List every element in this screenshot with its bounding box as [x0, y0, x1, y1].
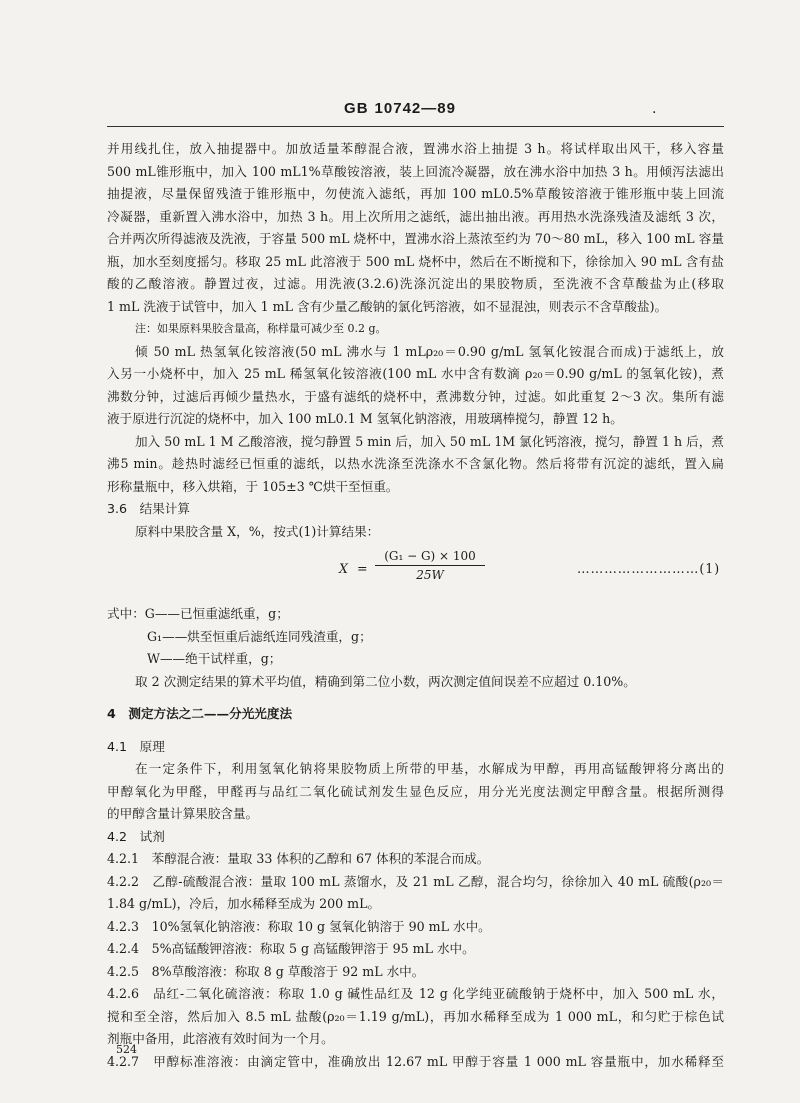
body-text — [107, 138, 724, 1073]
text-line: 的甲醇含量计算果胶含量。 — [107, 806, 259, 821]
text-line: 1 mL 洗液于试管中，加入 1 mL 含有少量乙酸钠的氯化钙溶液，如不显混浊，则表示不含草酸盐)。 — [107, 298, 668, 314]
text-line: 抽提液，尽量保留残渣于锥形瓶中，勿使流入滤纸，再加 100 mL0.5%草酸铵溶液于锥形瓶中装上回流 — [107, 186, 724, 201]
text-line: 500 mL锥形瓶中，加入 100 mL1%草酸铵溶液，装上回流冷凝器，放在沸水浴中加热 3 h。用倾泻法滤出 — [107, 163, 724, 179]
text-line: 瓶，加水至刻度摇匀。移取 25 mL 此溶液于 500 mL 烧杯中，然后在不断搅和下，徐徐加入 90 mL 含有盐 — [107, 253, 724, 269]
text-line: 剂瓶中备用，此溶液有效时间为一个月。 — [107, 1031, 334, 1046]
page-number: 524 — [116, 1043, 137, 1056]
text-line: 4.2.2 乙醇-硫酸混合液：量取 100 mL 蒸馏水，及 21 mL 乙醇，混合均匀，徐徐加入 40 mL 硫酸(ρ₂₀＝ — [107, 873, 724, 889]
text-line: 原料中果胶含量 X，%，按式(1)计算结果： — [135, 523, 380, 539]
formula-fraction — [375, 549, 485, 582]
text-line: 4.2.4 5%高锰酸钾溶液：称取 5 g 高锰酸钾溶于 95 mL 水中。 — [107, 941, 475, 956]
section-heading-4-2: 4.2 试剂 — [107, 828, 165, 844]
standard-prefix: GB — [344, 100, 369, 117]
text-line: W——绝干试样重，g； — [147, 651, 282, 666]
text-line: 取 2 次测定结果的算术平均值，精确到第二位小数，两次测定值间误差不应超过 0.10%。 — [135, 673, 636, 689]
formula-lhs: X — [339, 561, 348, 576]
text-line: 搅和至全溶，然后加入 8.5 mL 盐酸(ρ₂₀＝1.19 g/mL)，再加水稀释至成为 1 000 mL，和匀贮于棕色试 — [107, 1008, 724, 1024]
text-line: 4.2.3 10%氢氧化钠溶液：称取 10 g 氢氧化钠溶于 90 mL 水中。 — [107, 918, 491, 934]
formula-denominator: 25W — [416, 568, 444, 582]
formula-number: ………………………(1) — [577, 561, 721, 576]
text-line: 4.2.1 苯醇混合液：量取 33 体积的乙醇和 67 体积的苯混合而成。 — [107, 851, 490, 866]
text-line: 式中：G——已恒重滤纸重，g； — [107, 606, 289, 621]
text-line: 加入 50 mL 1 M 乙酸溶液，搅匀静置 5 min 后，加入 50 mL 1M 氯化钙溶液，搅匀，静置 1 h 后，煮 — [135, 433, 724, 449]
text-line: 1.84 g/mL)，冷后，加水稀释至成为 200 mL。 — [107, 896, 381, 911]
formula-numerator: (G₁ − G) × 100 — [375, 549, 485, 566]
section-heading-4-1: 4.1 原理 — [107, 738, 165, 754]
page-header — [0, 100, 800, 117]
text-line: 4.2.5 8%草酸溶液：称取 8 g 草酸溶于 92 mL 水中。 — [107, 963, 425, 979]
spacer — [107, 693, 724, 703]
text-line: 并用线扎住，放入抽提器中。加放适量苯醇混合液，置沸水浴上抽提 3 h。将试样取出风干，移入容量 — [107, 141, 724, 156]
text-line: 沸数分钟，过滤后再倾少量热水，于盛有滤纸的烧杯中，煮沸数分钟，过滤。如此重复 2～3 次。集所有滤 — [107, 388, 724, 404]
text-line: 液于原进行沉淀的烧杯中，加入 100 mL0.1 M 氢氧化钠溶液，用玻璃棒搅匀，静置 12 h。 — [107, 411, 623, 426]
header-rule — [107, 126, 724, 127]
text-line: 入另一小烧杯中，加入 25 mL 稀氢氧化铵溶液(100 mL 水中含有数滴 ρ₂₀＝0.90 g/mL 的氢氧化铵)，煮 — [107, 366, 724, 381]
note-line: 注：如果原料果胶含量高，称样量可减少至 0.2 g。 — [135, 322, 387, 335]
text-line: 倾 50 mL 热氢氧化铵溶液(50 mL 沸水与 1 mLρ₂₀＝0.90 g/mL 氢氧化铵混合而成)于滤纸上，放 — [135, 343, 724, 359]
text-line: G₁——烘至恒重后滤纸连同残渣重，g； — [147, 628, 372, 644]
text-line: 4.2.7 甲醇标准溶液：由滴定管中，准确放出 12.67 mL 甲醇于容量 1 000 mL 容量瓶中，加水稀释至 — [107, 1053, 724, 1069]
standard-code: 10742—89 — [374, 100, 456, 117]
text-line: 形称量瓶中，移入烘箱，于 105±3 ℃烘干至恒重。 — [107, 478, 399, 494]
text-line: 冷凝器，重新置入沸水浴中，加热 3 h。用上次所用之滤纸，滤出抽出液。再用热水洗涤残渣及滤纸 3 次， — [107, 208, 724, 224]
section-heading-4: 4 测定方法之二——分光光度法 — [107, 706, 293, 721]
text-line: 合并两次所得滤液及洗液，于容量 500 mL 烧杯中，置沸水浴上蒸浓至约为 70～80 mL，移入 100 mL 容量 — [107, 231, 724, 246]
formula-equals: = — [357, 561, 368, 576]
text-line: 酸的乙酸溶液。静置过夜，过滤。用洗液(3.2.6)洗涤沉淀出的果胶物质，至洗液不含草酸盐为止(移取 — [107, 276, 724, 291]
section-heading-3-6: 3.6 结果计算 — [107, 501, 190, 516]
text-line: 甲醇氧化为甲醛，甲醛再与品红二氧化硫试剂发生显色反应，用分光光度法测定甲醇含量。根据所测得 — [107, 783, 724, 799]
formula-1 — [107, 549, 724, 593]
header-dot: . — [652, 101, 657, 117]
text-line: 在一定条件下，利用氢氧化钠将果胶物质上所带的甲基，水解成为甲醇，再用高锰酸钾将分离出的 — [135, 761, 724, 776]
text-line: 沸5 min。趁热时滤经已恒重的滤纸，以热水洗涤至洗涤水不含氯化物。然后将带有沉淀的滤纸，置入扁 — [107, 456, 724, 471]
text-line: 4.2.6 品红-二氧化硫溶液：称取 1.0 g 碱性品红及 12 g 化学纯亚硫酸钠于烧杯中，加入 500 mL 水， — [107, 986, 724, 1001]
spacer — [107, 726, 724, 736]
